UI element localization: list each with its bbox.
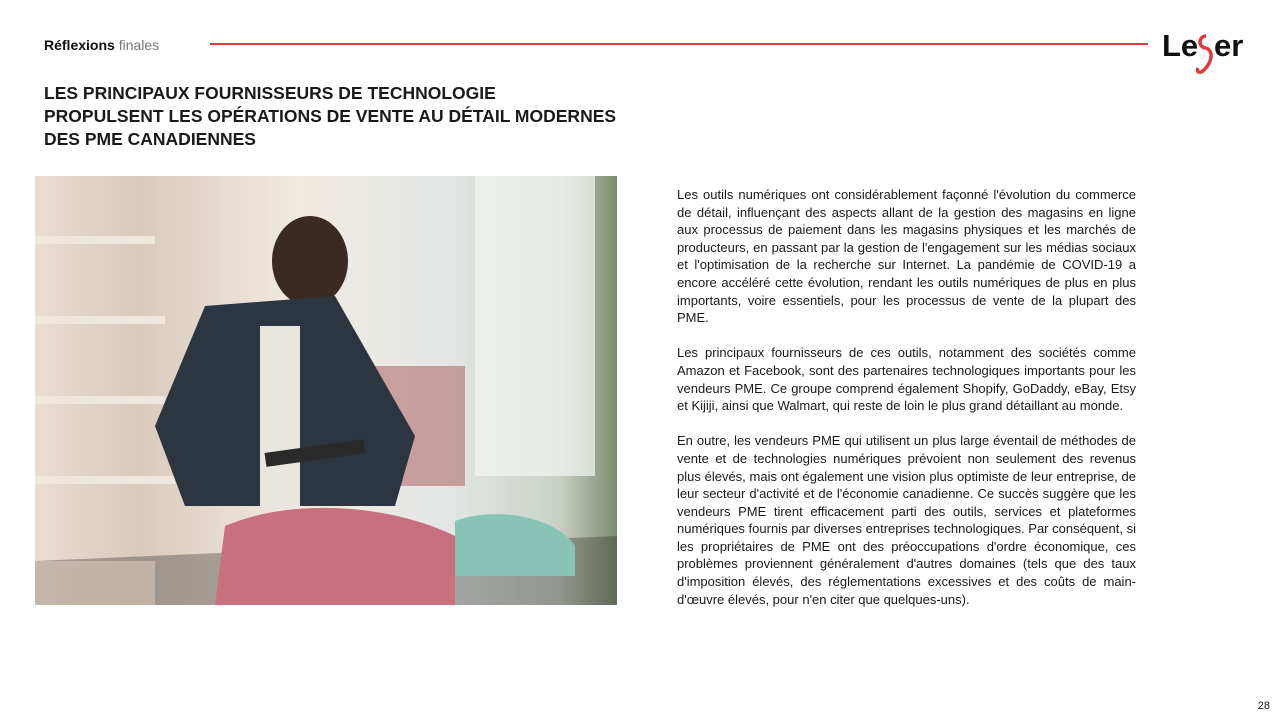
title-line: DES PME CANADIENNES <box>44 129 256 149</box>
paragraph: Les outils numériques ont considérablement façonné l'évolution du commerce de détail, influençant des aspects allant de la gestion des magasins en ligne aux processus de paiement dans les magasins physiques et les marchés de producteurs, en passant par la gestion de l'engagement sur les médias sociaux et l'optimisation de la recherche sur Internet. La pandémie de COVID-19 a encore accéléré cette évolution, rendant les outils numériques de plus en plus importants, voire essentiels, pour les processus de vente de la plupart des PME. <box>677 187 1136 326</box>
body-text <box>677 186 1136 626</box>
svg-text:er: er <box>1214 28 1244 63</box>
paragraph: En outre, les vendeurs PME qui utilisent un plus large éventail de méthodes de vente et de technologies numériques prévoient non seulement des revenus plus élevés, mais ont également une vision plus optimiste de leur entreprise, de leur secteur d'activité et de l'économie canadienne. Ce succès suggère que les vendeurs PME tirent efficacement parti des outils, services et plateformes numériques fournis par diverses entreprises technologiques. Par conséquent, si les propriétaires de PME ont des préoccupations d'ordre économique, ces problèmes proviennent généralement d'autres domaines (tels que des taux d'imposition élevés, des réglementations excessives et des coûts de main-d'œuvre élevés, pour n'en citer que quelques-uns). <box>677 433 1136 607</box>
leger-logo <box>1162 26 1252 78</box>
header-rule <box>210 43 1148 45</box>
section-bold: Réflexions <box>44 37 115 53</box>
svg-text:Le: Le <box>1162 28 1199 63</box>
paragraph: Les principaux fournisseurs de ces outils, notamment des sociétés comme Amazon et Facebook, sont des partenaires technologiques importants pour les vendeurs PME. Ce groupe comprend également Shopify, GoDaddy, eBay, Etsy et Kijiji, ainsi que Walmart, qui reste de loin le plus grand détaillant au monde. <box>677 345 1136 414</box>
title-line: LES PRINCIPAUX FOURNISSEURS DE TECHNOLOGIE <box>44 83 496 103</box>
page-title <box>44 82 644 151</box>
section-light: finales <box>118 37 160 53</box>
page-number: 28 <box>1257 700 1270 712</box>
section-label <box>44 37 159 53</box>
title-line: PROPULSENT LES OPÉRATIONS DE VENTE AU DÉTAIL MODERNES <box>44 106 617 126</box>
retail-photo <box>35 176 617 605</box>
